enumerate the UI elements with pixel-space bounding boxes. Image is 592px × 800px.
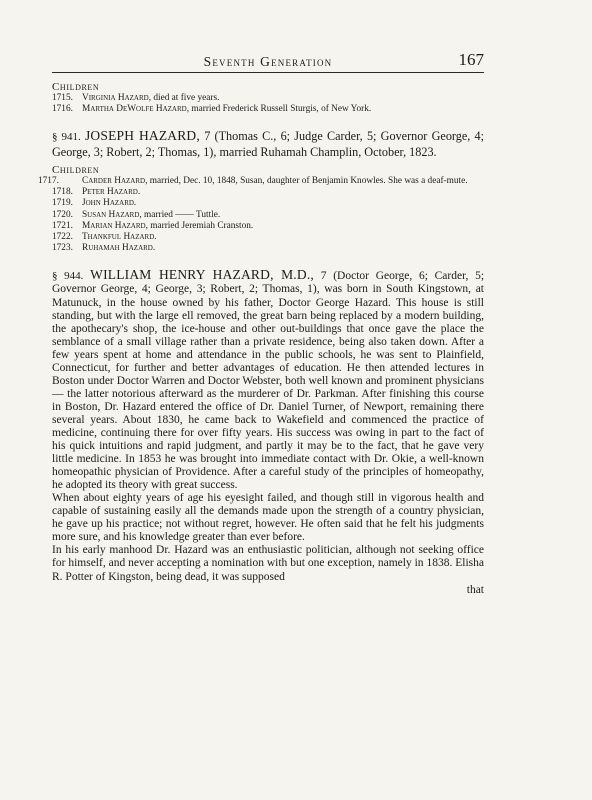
list-item: 1718. Peter Hazard.	[52, 187, 141, 198]
section-number: § 941.	[52, 131, 81, 144]
list-item: 1716. Martha DeWolfe Hazard, married Frederick Russell Sturgis, of New York.	[52, 104, 372, 115]
list-item: 1719. John Hazard.	[52, 198, 137, 209]
page-number: 167	[458, 50, 484, 69]
entry-body	[52, 268, 484, 596]
paragraph: In his early manhood Dr. Hazard was an enthusiastic politician, although not seeking office for himself, and never accepting a nomination with but one exception, namely in 1838. Elisha R. Potter of Kingston, being dead, it was supposed	[52, 544, 484, 583]
running-title: Seventh Generation	[203, 54, 333, 69]
entry-941	[52, 129, 484, 159]
paragraph: § 944. WILLIAM HENRY HAZARD, M.D., 7 (Doctor George, 6; Carder, 5; Governor George, 4; George, 3; Robert, 2; Thomas, 1), was born in South Kingstown, at Matunuck, in the house owned by his father, Doctor George Hazard. This house is still standing, but with the large ell removed, the great barn being replaced by a modern building, the apothecary's shop, the ice-house and other out-buildings that once gave the place the semblance of a small village rather than a private residence, being also taken down. After a few years spent at home and attendance in the public schools, he was sent to Plainfield, Connecticut, for further and better advantages of education. He then attended lectures in Boston under Doctor Warren and Doctor Webster, both well known and prominent physicians — the latter notorious afterward as the murderer of Dr. Parkman. After finishing this course in Boston, Dr. Hazard entered the office of Dr. Daniel Turner, of Newport, remaining there several years. About 1830, he came back to Wakefield and commenced the practice of medicine, continuing there for over fifty years. His success was owing in part to the fact of his quick intuitions and rapid judgment, and partly it may be to the fact, that he gave very little medicine. In 1853 he was brought into immediate contact with Dr. Okie, a well-known homeopathic physician of Providence. After a careful study of the principles of homeopathy, he adopted its theory with great success.	[52, 267, 485, 492]
person-name: WILLIAM HENRY HAZARD, M.D.,	[90, 267, 314, 283]
paragraph: When about eighty years of age his eyesight failed, and though still in vigorous health and capable of sustaining easily all the demands made upon the strength of a country physician, he gave up his practice; not without regret, however. He often said that he felt his judgments more sure, and his knowledge greater than ever before.	[52, 492, 484, 544]
list-item: 1717. Carder Hazard, married, Dec. 10, 1848, Susan, daughter of Benjamin Knowles. She was a deaf-mute.	[38, 176, 468, 186]
entry-text: 7 (Thomas C., 6; Judge Carder, 5; Governor George, 4; George, 3; Robert, 2; Thomas, 1), married Ruhamah Champlin, October, 1823.	[52, 129, 485, 159]
list-item: 1720. Susan Hazard, married —— Tuttle.	[52, 209, 221, 220]
children-heading: Children	[52, 81, 100, 93]
book-page	[38, 50, 485, 597]
catchword: that	[466, 583, 484, 596]
list-item: 1721. Marian Hazard, married Jeremiah Cranston.	[52, 220, 254, 231]
header-rule	[52, 72, 484, 73]
entry-944	[52, 268, 484, 596]
list-item: 1723. Ruhamah Hazard.	[52, 243, 156, 254]
list-item: 1722. Thankful Hazard.	[52, 232, 157, 243]
list-item: 1715. Virginia Hazard, died at five years.	[52, 93, 220, 103]
person-name: JOSEPH HAZARD,	[84, 128, 200, 144]
section-number: § 944.	[52, 270, 84, 283]
children-heading: Children	[52, 164, 100, 176]
page-header	[52, 50, 484, 70]
